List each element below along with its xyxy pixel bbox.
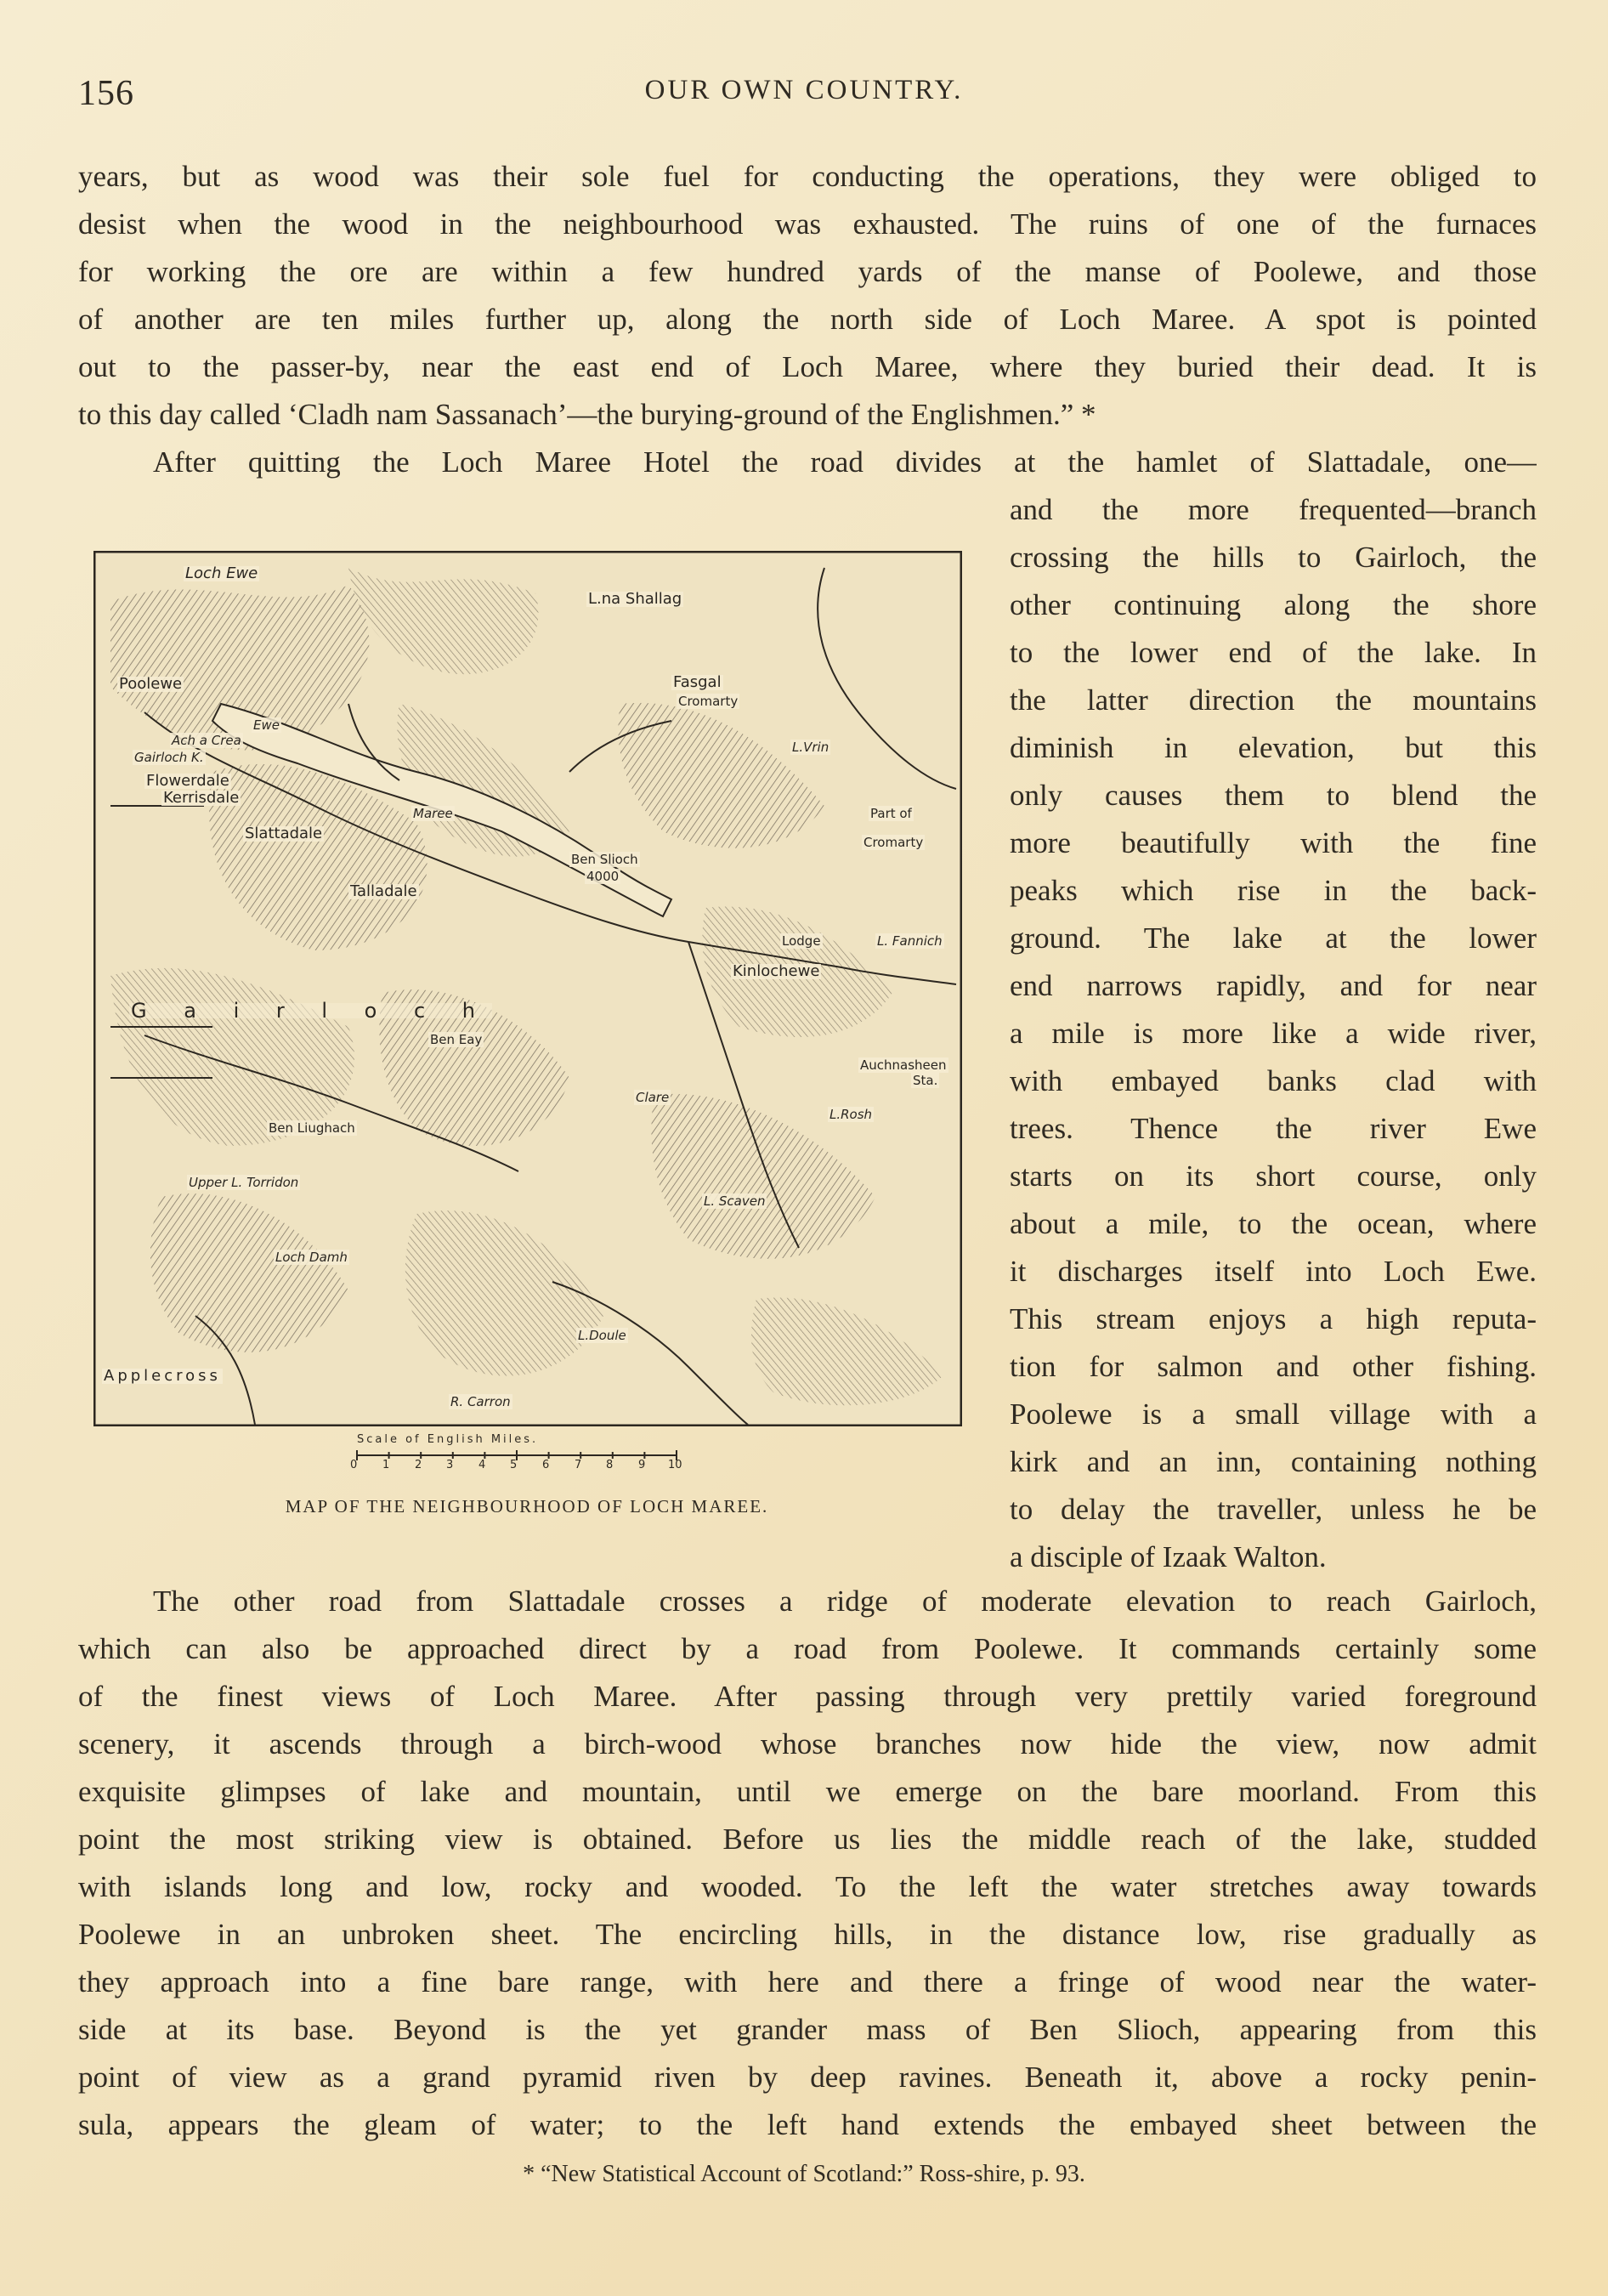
map-label-l-fannich: L. Fannich [877,933,943,949]
text-line: to the lower end of the lake. In [1010,636,1537,669]
scale-tick-label: 0 [350,1459,358,1471]
text-line: tion for salmon and other fishing. [1010,1350,1537,1383]
page-number: 156 [78,74,134,113]
map-label-applecross: Applecross [104,1367,221,1385]
text-line: kirk and an inn, containing nothing [1010,1445,1537,1478]
map-label-ben-liughach: Ben Liughach [269,1120,355,1136]
text-line: side at its base. Beyond is the yet grander mass of Ben Slioch, appearing from this [78,2013,1537,2046]
scale-tick-label: 10 [668,1459,682,1471]
map-label-ben-slioch: Ben Slioch [571,852,638,867]
text-line: it discharges itself into Loch Ewe. [1010,1255,1537,1288]
map-label-cromarty-top: Cromarty [678,694,739,709]
map-label-ben-eay: Ben Eay [430,1032,483,1047]
text-line: and the more frequented—branch [1010,493,1537,526]
map-label-loch-damh: Loch Damh [275,1250,348,1265]
text-line: The other road from Slattadale crosses a ridge of moderate elevation to reach Gairloch, [153,1585,1537,1618]
scale-tick-label: 1 [382,1459,390,1471]
map-label-kerrisdale: Kerrisdale [163,789,240,807]
text-line: scenery, it ascends through a birch-wood whose branches now hide the view, now admit [78,1727,1537,1760]
scale-tick-label: 8 [606,1459,614,1471]
text-line: more beautifully with the fine [1010,826,1537,859]
map-label-sta: Sta. [913,1073,938,1088]
text-line: a mile is more like a wide river, [1010,1017,1537,1050]
text-line: Poolewe is a small village with a [1010,1397,1537,1431]
map-label-l-scaven: L. Scaven [704,1193,766,1209]
text-line: sula, appears the gleam of water; to the left hand extends the embayed sheet between the [78,2108,1537,2141]
bottom-paragraph [78,1578,1537,2149]
map-figure [93,551,962,1426]
text-line: with embayed banks clad with [1010,1064,1537,1097]
top-paragraph [78,153,1537,486]
map-label-part-of: Part of [870,806,912,821]
text-line: desist when the wood in the neighbourhood was exhausted. The ruins of one of the furnaces [78,207,1537,241]
text-line: exquisite glimpses of lake and mountain, until we emerge on the bare moorland. From this [78,1775,1537,1808]
map-label-gairloch: G a i r l o c h [131,999,490,1023]
map-label-l-doule: L.Doule [578,1328,626,1343]
running-head: OUR OWN COUNTRY. [644,75,964,105]
map-label-loch-ewe: Loch Ewe [185,564,258,582]
scale-tick-label: 3 [446,1459,454,1471]
text-line: years, but as wood was their sole fuel for conducting the operations, they were obliged to [78,160,1537,193]
map-label-carron: R. Carron [450,1394,511,1409]
text-line: to delay the traveller, unless he be [1010,1493,1537,1526]
text-line: with islands long and low, rocky and wooded. To the left the water stretches away towards [78,1870,1537,1903]
map-label-kinlochewe: Kinlochewe [733,962,820,980]
text-line: the latter direction the mountains [1010,683,1537,717]
map-illustration [93,551,962,1426]
map-label-l-vrin: L.Vrin [792,740,829,755]
text-line: about a mile, to the ocean, where [1010,1207,1537,1240]
text-line: Poolewe in an unbroken sheet. The encircling hills, in the distance low, rise gradually as [78,1918,1537,1951]
text-line: starts on its short course, only [1010,1159,1537,1193]
text-line: other continuing along the shore [1010,588,1537,621]
map-label-flowerdale: Flowerdale [146,772,229,790]
text-line: for working the ore are within a few hundred yards of the manse of Poolewe, and those [78,255,1537,288]
scale-tick-label: 7 [575,1459,582,1471]
text-line: diminish in elevation, but this [1010,731,1537,764]
text-line: only causes them to blend the [1010,779,1537,812]
text-line: of another are ten miles further up, along the north side of Loch Maree. A spot is pointed [78,303,1537,336]
map-label-ach-a-crea: Ach a Crea [172,733,241,748]
map-label-achnasheen: Auchnasheen [860,1057,947,1073]
text-line: end narrows rapidly, and for near [1010,969,1537,1002]
map-label-slattadale: Slattadale [245,825,323,842]
scale-tick-label: 9 [638,1459,646,1471]
scale-tick-label: 4 [478,1459,486,1471]
text-line: point the most striking view is obtained. Before us lies the middle reach of the lake, studded [78,1823,1537,1856]
map-label-upper-l-torridon: Upper L. Torridon [189,1175,299,1190]
text-line: trees. Thence the river Ewe [1010,1112,1537,1145]
wrap-text-column [1010,486,1537,1581]
map-label-l-rosh: L.Rosh [829,1107,873,1122]
text-line: which can also be approached direct by a road from Poolewe. It commands certainly some [78,1632,1537,1665]
map-label-lodge: Lodge [782,933,821,949]
map-label-height-4000: 4000 [586,869,620,884]
scale-title: Scale of English Miles. [357,1433,539,1446]
text-line: point of view as a grand pyramid riven by deep ravines. Beneath it, above a rocky penin- [78,2061,1537,2094]
text-line: peaks which rise in the back- [1010,874,1537,907]
map-caption: MAP OF THE NEIGHBOURHOOD OF LOCH MAREE. [285,1496,769,1516]
footnote: * “New Statistical Account of Scotland:” Ross-shire, p. 93. [523,2161,1085,2187]
text-line: of the finest views of Loch Maree. After passing through very prettily varied foreground [78,1680,1537,1713]
map-label-gairloch-k: Gairloch K. [134,750,204,765]
text-line: crossing the hills to Gairloch, the [1010,541,1537,574]
text-line: to this day called ‘Cladh nam Sassanach’—the burying-ground of the Englishmen.” * [78,398,1096,431]
map-label-l-na-shallag: L.na Shallag [588,590,682,608]
map-label-maree: Maree [413,806,453,821]
map-label-clare: Clare [636,1090,670,1105]
map-label-ewe: Ewe [253,717,280,733]
map-label-talladale: Talladale [350,882,417,900]
text-line: they approach into a fine bare range, with here and there a fringe of wood near the water- [78,1965,1537,1998]
text-line: This stream enjoys a high reputa- [1010,1302,1537,1335]
map-label-fasgal: Fasgal [673,673,722,691]
scale-tick-label: 6 [542,1459,550,1471]
text-line: ground. The lake at the lower [1010,921,1537,955]
scale-tick-label: 2 [415,1459,422,1471]
map-label-cromarty-right: Cromarty [863,835,924,850]
map-label-poolewe: Poolewe [119,675,183,693]
scale-tick-label: 5 [510,1459,518,1471]
text-line: a disciple of Izaak Walton. [1010,1540,1327,1573]
text-line: out to the passer-by, near the east end of Loch Maree, where they buried their dead. It is [78,350,1537,383]
text-line: After quitting the Loch Maree Hotel the road divides at the hamlet of Slattadale, one— [153,445,1537,479]
